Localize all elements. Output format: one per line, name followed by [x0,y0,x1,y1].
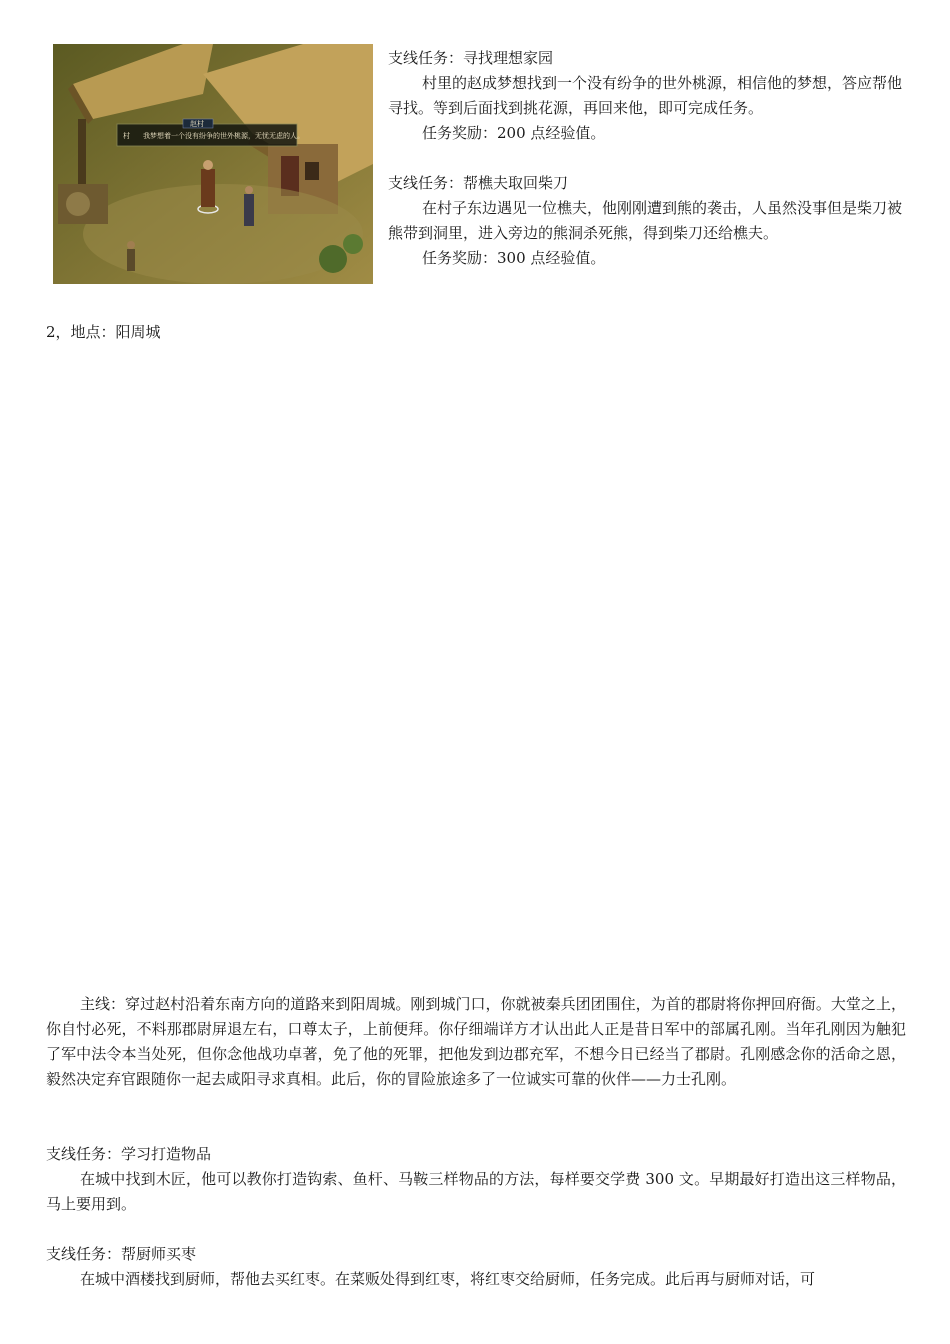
quest2-body: 在村子东边遇见一位樵夫，他刚刚遭到熊的袭击，人虽然没事但是柴刀被熊带到洞里，进入旁边的熊洞杀死熊，得到柴刀还给樵夫。 [388,199,903,242]
main-story-paragraph: 主线：穿过赵村沿着东南方向的道路来到阳周城。刚到城门口，你就被秦兵团团围住，为首的郡尉将你押回府衙。大堂之上，你自忖必死，不料那郡尉屏退左右，口尊太子，上前便拜。你仔细端详方才认出此人正是昔日军中的部属孔刚。当年孔刚因为触犯了军中法令本当处死，但你念他战功卓著，免了他的死罪，把他发到边郡充军，不想今日已经当了郡尉。孔刚感念你的活命之恩，毅然决定弃官跟随你一起去咸阳寻求真相。此后，你的冒险旅途多了一位诚实可靠的伙伴——力士孔刚。 [46,995,906,1088]
quest2-reward: 任务奖励：300 点经验值。 [422,249,606,267]
game-screenshot [53,44,373,284]
quest3-title: 支线任务：学习打造物品 [46,1145,212,1163]
quest4-block [46,1242,906,1292]
quest1-reward: 任务奖励：200 点经验值。 [422,124,606,142]
quest1-title: 支线任务：寻找理想家园 [388,49,554,67]
dialog-speaker: 村 [123,132,130,140]
quest4-body: 在城中酒楼找到厨师，帮他去买红枣。在菜贩处得到红枣，将红枣交给厨师，任务完成。此后再与厨师对话，可 [80,1270,816,1288]
quest4-title: 支线任务：帮厨师买枣 [46,1245,197,1263]
quest3-block [46,1142,906,1217]
quest1-body: 村里的赵成梦想找到一个没有纷争的世外桃源，相信他的梦想，答应帮他寻找。等到后面找到挑花源，再回来他，即可完成任务。 [388,74,903,117]
quest2-title: 支线任务：帮樵夫取回柴刀 [388,174,569,192]
dialog-title: 赵村 [190,120,204,128]
dialog-text: 我梦想着一个没有纷争的世外桃源，无忧无虑的人。 [143,132,304,140]
location-heading: 2，地点：阳周城 [46,323,161,341]
quest3-body: 在城中找到木匠，他可以教你打造钩索、鱼杆、马鞍三样物品的方法，每样要交学费 300 文。早期最好打造出这三样物品，马上要用到。 [46,1170,906,1213]
quest-column-top [388,46,908,271]
